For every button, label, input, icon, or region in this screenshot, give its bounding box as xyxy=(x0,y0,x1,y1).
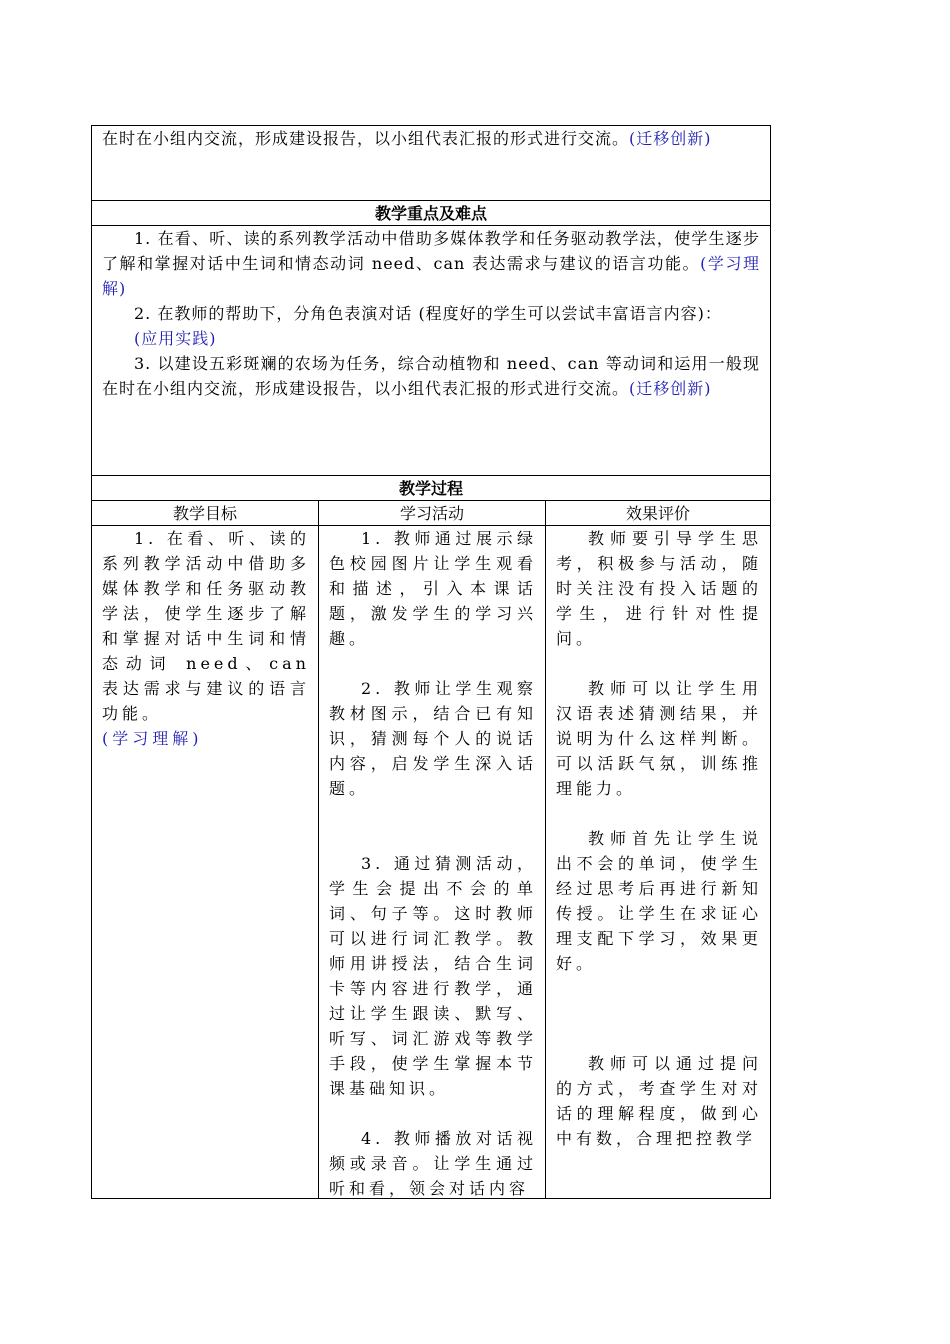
key-points-heading: 教学重点及难点 xyxy=(92,201,770,226)
evaluation-1: 教师要引导学生思考，积极参与活动，随时关注没有投入话题的学生，进行针对性提问。 xyxy=(556,529,762,648)
key-point-1: 1. 在看、听、读的系列教学活动中借助多媒体教学和任务驱动教学法，使学生逐步了解和掌握对话中生词和情态动词 need、can 表达需求与建议的语言功能。(学习理解) xyxy=(102,229,760,298)
top-section-text: 在时在小组内交流，形成建设报告，以小组代表汇报的形式进行交流。(迁移创新) xyxy=(102,129,712,148)
activity-1: 1. 教师通过展示绿色校园图片让学生观看和描述，引入本课话题，激发学生的学习兴趣。 xyxy=(329,529,537,648)
process-heading: 教学过程 xyxy=(92,476,770,501)
key-point-2-tag: (应用实践) xyxy=(134,329,217,348)
activity-4: 4. 教师播放对话视频或录音。让学生通过听和看，领会对话内容 xyxy=(329,1129,537,1198)
key-point-3-tag: (迁移创新) xyxy=(629,379,712,398)
evaluation-3: 教师首先让学生说出不会的单词，使学生经过思考后再进行新知传授。让学生在求证心理支配下学习，效果更好。 xyxy=(556,829,762,973)
goals-cell xyxy=(92,526,319,1198)
spacer xyxy=(556,976,762,1026)
key-point-2-tag-line xyxy=(102,326,760,351)
spacer xyxy=(556,801,762,826)
process-body-row xyxy=(92,526,770,1198)
column-header-evaluation: 效果评价 xyxy=(625,504,690,523)
key-point-2: 2. 在教师的帮助下，分角色表演对话 (程度好的学生可以尝试丰富语言内容)： xyxy=(134,304,722,323)
key-points-row xyxy=(92,226,770,476)
key-point-1-tag: (学习理解) xyxy=(102,254,760,298)
evaluation-4: 教师可以通过提问的方式，考查学生对对话的理解程度，做到心中有数，合理把控教学 xyxy=(556,1054,762,1148)
spacer xyxy=(556,651,762,676)
spacer xyxy=(329,1101,537,1126)
key-point-3: 3. 以建设五彩斑斓的农场为任务，综合动植物和 need、can 等动词和运用一般现在时在小组内交流，形成建设报告，以小组代表汇报的形式进行交流。(迁移创新) xyxy=(102,354,760,398)
spacer xyxy=(556,1026,762,1051)
evaluation-cell xyxy=(546,526,770,1198)
column-header-goals: 教学目标 xyxy=(92,501,319,525)
goal-tag-line xyxy=(102,726,310,751)
top-section-row xyxy=(92,126,770,201)
column-header-activities: 学习活动 xyxy=(319,501,546,525)
activity-3: 3. 通过猜测活动，学生会提出不会的单词、句子等。这时教师可以进行词汇教学。教师用讲授法，结合生词卡等内容进行教学，通过让学生跟读、默写、听写、词汇游戏等教学手段，使学生掌握本节课基础知识。 xyxy=(329,854,537,1098)
goal-text: 1. 在看、听、读的系列教学活动中借助多媒体教学和任务驱动教学法，使学生逐步了解和掌握对话中生词和情态动词 need、can 表达需求与建议的语言功能。 xyxy=(102,529,310,723)
evaluation-2: 教师可以让学生用汉语表述猜测结果，并说明为什么这样判断。可以活跃气氛，训练推理能力。 xyxy=(556,679,762,798)
lesson-plan-table xyxy=(91,125,771,1199)
spacer xyxy=(329,801,537,851)
activity-2: 2. 教师让学生观察教材图示，结合已有知识，猜测每个人的说话内容，启发学生深入话题。 xyxy=(329,679,537,798)
activities-cell xyxy=(319,526,546,1198)
process-column-headers xyxy=(92,501,770,526)
goal-tag: (学习理解) xyxy=(102,729,203,748)
spacer xyxy=(329,651,537,676)
top-section-tag: (迁移创新) xyxy=(629,129,712,148)
